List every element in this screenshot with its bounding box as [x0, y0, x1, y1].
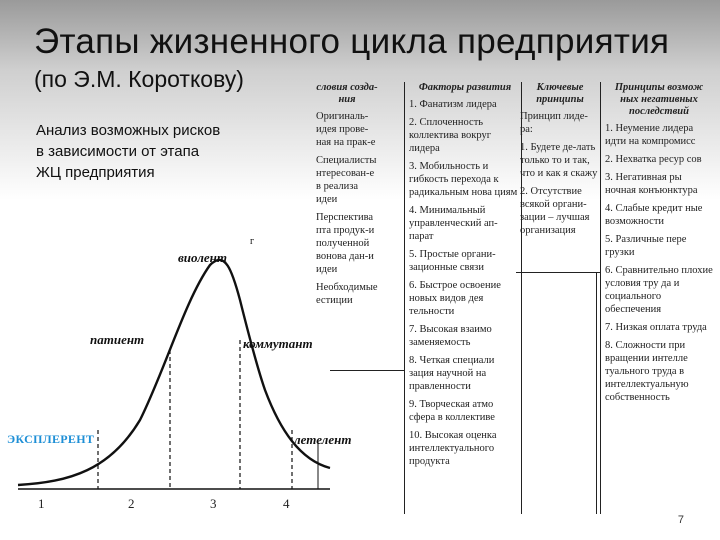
note-line: Анализ возможных рисков: [36, 122, 221, 139]
lifecycle-curve-diagram: [0, 230, 340, 540]
stage-label-explorer: ЭКСПЛЕРЕНТ: [7, 432, 95, 446]
table-cell: 7. Низкая оплата труда: [605, 322, 707, 333]
note-line: ЖЦ предприятия: [36, 164, 155, 181]
table-cell: 6. Быстрое освоение новых видов дея тельности: [409, 280, 501, 317]
table-cell: 5. Различные пере грузки: [605, 234, 687, 258]
table-column-factors: [404, 82, 522, 514]
stage-tick-2: 2: [128, 496, 135, 511]
table-cell: 4. Минимальный управленческий ап-парат: [409, 205, 498, 242]
table-cell: 3. Негативная ры ночная конъюнктура: [605, 172, 698, 196]
slide-subtitle: (по Э.М. Короткову): [34, 66, 244, 92]
risk-analysis-note: [36, 120, 296, 183]
table-cell: 1. Фанатизм лидера: [409, 99, 497, 110]
table-cell: 2. Сплоченность коллектива вокруг лидера: [409, 117, 492, 154]
stage-tick-4: 4: [283, 496, 290, 511]
stage-label-violent: виолент: [178, 250, 227, 265]
table-cell: 8. Четкая специали зация научной на правленности: [409, 355, 495, 392]
table-cell: 9. Творческая атмо сфера в коллективе: [409, 399, 495, 423]
table-cell: 5. Простые органи-зационные связи: [409, 249, 496, 273]
lifecycle-curve: [18, 260, 330, 485]
page-number: 7: [677, 514, 684, 526]
table-cell: 10. Высокая оценка интеллектуального продукта: [409, 430, 497, 467]
table-cell: Принцип лиде-ра:: [520, 111, 588, 135]
table-cell: Оригиналь-идея прове-ная на прак-е: [316, 111, 376, 148]
table-cell: 8. Сложности при вращении интелле туального труда в интеллектуальную собственность: [605, 340, 689, 403]
stage-label-patient: патиент: [90, 332, 145, 347]
table-cell: Перспектива пта продук-и полученной вонова дан-и идеи: [316, 212, 375, 275]
table-cell: 2. Отсутствие всякой органи-зации – лучшая организация: [520, 186, 590, 236]
table-cell: 1. Будете де-лать только то и так, что и как я скажу: [520, 142, 598, 179]
table-divider: [330, 370, 404, 371]
stage-tick-3: 3: [210, 496, 217, 511]
stage-tick-1: 1: [38, 496, 45, 511]
table-cell: 2. Нехватка ресур сов: [605, 154, 702, 165]
column-header: Принципы возмож ных негативных последствий: [614, 82, 704, 117]
note-line: в зависимости от этапа: [36, 143, 200, 160]
column-header: Ключевые принципы: [536, 82, 584, 105]
table-divider: [596, 272, 597, 514]
table-cell: Специалисты нтересован-е в реализа идеи: [316, 155, 377, 205]
column-header: Факторы развития: [418, 82, 512, 93]
table-column-negative-consequences: [600, 82, 713, 514]
slide-title: Этапы жизненного цикла предприятия: [34, 22, 670, 61]
table-cell: Необходимые естиции: [316, 282, 378, 306]
curve-marker: г: [250, 236, 255, 247]
table-cell: 3. Мобильность и гибкость перехода к радикальным нова циям: [409, 161, 518, 198]
stage-label-commutant: коммутант: [243, 336, 313, 351]
table-cell: 1. Неумение лидера идти на компромисс: [605, 123, 696, 147]
table-cell: 4. Слабые кредит ные возможности: [605, 203, 703, 227]
table-cell: 7. Высокая взаимо заменяемость: [409, 324, 492, 348]
column-header: словия созда-ния: [316, 82, 378, 105]
stage-label-letelent: летелент: [294, 432, 352, 447]
table-column-conditions: [316, 82, 378, 312]
table-column-principles: [516, 82, 601, 273]
table-cell: 6. Сравнительно плохие условия тру да и социального обеспечения: [605, 265, 713, 315]
